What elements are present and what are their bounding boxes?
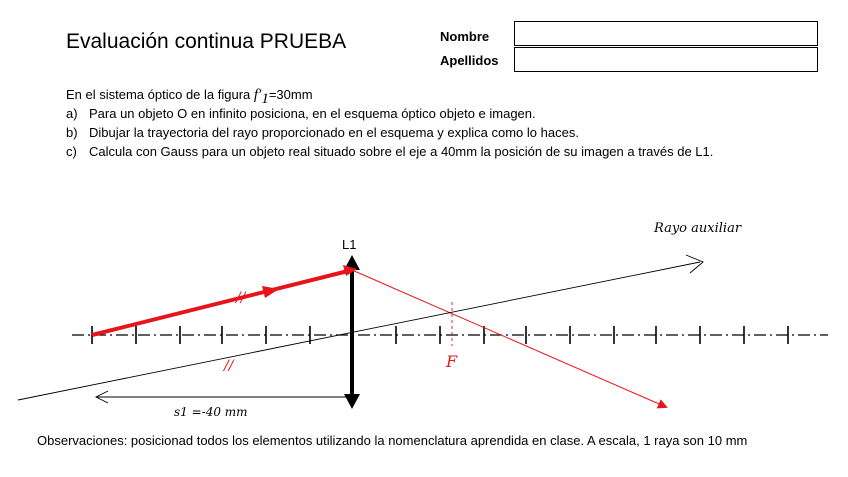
focal-subscript: 1 <box>261 90 269 107</box>
auxiliary-ray-label: Rayo auxiliar <box>654 221 742 236</box>
optical-diagram <box>0 200 848 430</box>
nombre-label: Nombre <box>440 29 490 44</box>
nombre-field[interactable] <box>514 21 818 46</box>
incident-ray <box>92 270 352 335</box>
question-text: Dibujar la trayectoria del rayo proporcionado en el esquema y explica como lo haces. <box>89 125 579 140</box>
page-title: Evaluación continua PRUEBA <box>66 30 347 53</box>
question-marker: b) <box>66 125 78 140</box>
question-item <box>66 104 766 123</box>
apellidos-label: Apellidos <box>440 53 499 68</box>
question-item <box>66 123 766 142</box>
question-marker: a) <box>66 106 78 121</box>
apellidos-field[interactable] <box>514 47 818 72</box>
question-text: Calcula con Gauss para un objeto real situado sobre el eje a 40mm la posición de su imagen a través de L1. <box>89 144 714 159</box>
question-item <box>66 142 766 161</box>
observations-note: Observaciones: posicionad todos los elementos utilizando la nomenclatura aprendida en clase. A escala, 1 raya son 10 mm <box>37 433 748 448</box>
distance-label: s1 =-40 mm <box>174 405 248 419</box>
refracted-ray <box>352 270 666 407</box>
statement-prefix: En el sistema óptico de la figura <box>66 87 254 102</box>
statement-suffix: =30mm <box>268 87 313 102</box>
focal-point-label: F <box>446 352 458 371</box>
lens-label: L1 <box>342 237 357 252</box>
question-text: Para un objeto O en infinito posiciona, en el esquema óptico objeto e imagen. <box>89 106 536 121</box>
parallel-mark-incident: // <box>236 290 246 306</box>
question-marker: c) <box>66 144 77 159</box>
question-list <box>66 104 766 161</box>
auxiliary-ray <box>18 262 700 400</box>
parallel-mark-auxiliary: // <box>224 358 234 374</box>
focal-symbol: f′ <box>253 87 262 103</box>
